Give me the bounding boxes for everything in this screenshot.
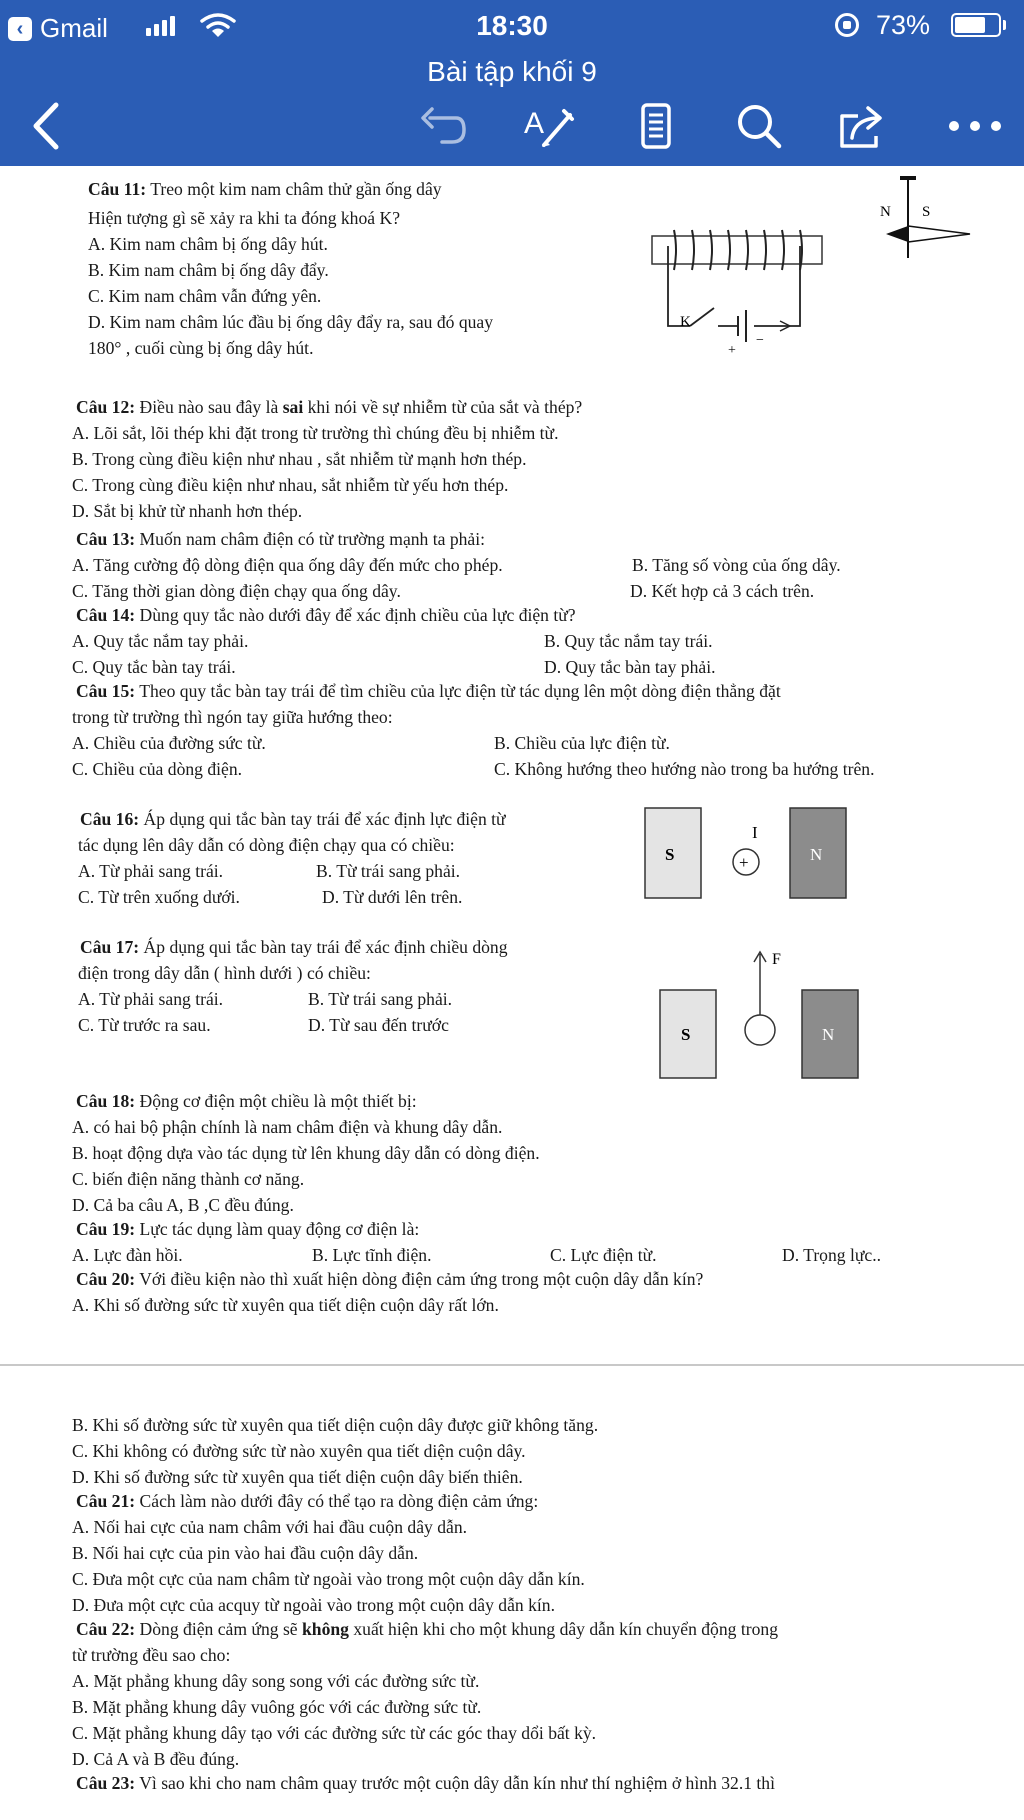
chevron-left-icon: ‹ [8, 17, 32, 41]
edit-icon [522, 101, 574, 151]
document-title: Bài tập khối 9 [427, 56, 597, 87]
question-label: Câu 14: [76, 605, 136, 625]
search-icon [735, 102, 783, 150]
force-direction-figure [656, 940, 866, 1080]
status-time: 18:30 [476, 10, 548, 41]
answer-a: A. Chiều của đường sức từ. [72, 733, 266, 753]
question-text: Cách làm nào dưới đây có thể tạo ra dòng điện cảm ứng: [135, 1491, 539, 1511]
question-17 [80, 934, 508, 960]
answer-d: D. Khi số đường sức từ xuyên qua tiết diện cuộn dây biến thiên. [72, 1467, 523, 1487]
answer-b: B. Trong cùng điều kiện như nhau , sắt nhiễm từ mạnh hơn thép. [72, 449, 527, 469]
question-14 [76, 602, 576, 628]
answer-d: D. Trọng lực.. [782, 1245, 881, 1265]
question-13 [76, 526, 485, 552]
question-text: khi nói về sự nhiễm từ của sắt và thép? [303, 397, 583, 417]
answer-d: D. Sắt bị khử từ nhanh hơn thép. [72, 501, 303, 521]
answer-c: C. Lực điện từ. [550, 1245, 657, 1265]
switch-label: K [680, 314, 691, 330]
answer-a: A. Lõi sắt, lõi thép khi đặt trong từ trường thì chúng đều bị nhiễm từ. [72, 423, 559, 443]
answer-a: A. Khi số đường sức từ xuyên qua tiết diện cuộn dây rất lớn. [72, 1295, 499, 1315]
more-options-button[interactable] [940, 96, 1010, 156]
question-text: Dùng quy tắc nào dưới đây để xác định chiều của lực điện từ? [135, 605, 576, 625]
page-break [0, 1364, 1024, 1366]
answer-a: A. Tăng cường độ dòng điện qua ống dây đến mức cho phép. [72, 555, 503, 575]
edit-button[interactable] [518, 96, 578, 156]
question-text-continued: điện trong dây dẫn ( hình dưới ) có chiều: [78, 963, 371, 983]
question-text: Lực tác dụng làm quay động cơ điện là: [135, 1219, 420, 1239]
svg-text:A: A [524, 107, 545, 140]
question-18 [76, 1088, 417, 1114]
magnet-n-label: N [810, 845, 823, 864]
share-button[interactable] [832, 96, 892, 156]
question-16 [80, 806, 506, 832]
question-label: Câu 19: [76, 1219, 136, 1239]
answer-c: C. Khi không có đường sức từ nào xuyên qua tiết diện cuộn dây. [72, 1441, 526, 1461]
answer-c: C. Từ trên xuống dưới. [78, 887, 240, 907]
answer-c: C. Kim nam châm vẫn đứng yên. [88, 286, 322, 306]
magnet-s-label: S [665, 845, 675, 864]
question-prompt: Hiện tượng gì sẽ xảy ra khi ta đóng khoá K? [88, 208, 400, 228]
answer-c: C. Từ trước ra sau. [78, 1015, 211, 1035]
answer-b: B. Khi số đường sức từ xuyên qua tiết diện cuộn dây được giữ không tăng. [72, 1415, 599, 1435]
answer-b: B. Kim nam châm bị ống dây đẩy. [88, 260, 329, 280]
app-header [0, 0, 1024, 166]
answer-b: B. hoạt động dựa vào tác dụng từ lên khung dây dẫn có dòng điện. [72, 1143, 540, 1163]
answer-b: B. Lực tĩnh điện. [312, 1245, 432, 1265]
solenoid-circuit-figure [640, 176, 970, 358]
question-text: Áp dụng qui tắc bàn tay trái để xác định lực điện từ [139, 809, 506, 829]
answer-c: C. Đưa một cực của nam châm từ ngoài vào trong một cuộn dây dẫn kín. [72, 1569, 585, 1589]
battery-fill [955, 17, 985, 33]
answer-a: A. Từ phải sang trái. [78, 861, 224, 881]
back-arrow-icon [28, 101, 64, 151]
question-text-continued: từ trường đều sao cho: [72, 1645, 231, 1665]
magnet-s-label: S [681, 1025, 691, 1044]
question-text: Treo một kim nam châm thử gần ống dây [146, 179, 442, 199]
answer-a: A. Nối hai cực của nam châm với hai đầu cuộn dây dẫn. [72, 1517, 468, 1537]
answer-c: C. Tăng thời gian dòng điện chạy qua ống dây. [72, 581, 401, 601]
needle-north [886, 226, 908, 242]
search-button[interactable] [729, 96, 789, 156]
question-label: Câu 23: [76, 1773, 136, 1793]
answer-c: C. Mặt phẳng khung dây tạo với các đường sức từ các góc thay dổi bất kỳ. [72, 1723, 597, 1743]
question-label: Câu 15: [76, 681, 136, 701]
question-label: Câu 18: [76, 1091, 136, 1111]
battery-icon [951, 13, 1001, 37]
question-label: Câu 13: [76, 529, 136, 549]
current-into-page-label: + [739, 853, 749, 872]
battery-percentage: 73% [876, 10, 931, 40]
plus-terminal-label: + [728, 343, 736, 358]
question-label: Câu 12: [76, 397, 136, 417]
rotation-lock-icon [835, 13, 859, 37]
answer-b: B. Từ trái sang phải. [316, 861, 461, 881]
answer-d: D. Cả A và B đều đúng. [72, 1749, 240, 1769]
answer-c: C. Chiều của dòng điện. [72, 759, 243, 779]
question-text: Muốn nam châm điện có từ trường mạnh ta phải: [135, 529, 486, 549]
question-label: Câu 22: [76, 1619, 136, 1639]
reading-view-icon [640, 102, 672, 150]
question-20 [76, 1266, 703, 1292]
question-label: Câu 20: [76, 1269, 136, 1289]
answer-b: B. Chiều của lực điện từ. [494, 733, 670, 753]
question-emphasis: không [302, 1619, 349, 1639]
question-label: Câu 16: [80, 809, 140, 829]
force-arrow [754, 952, 766, 1015]
question-23 [76, 1770, 775, 1796]
answer-d: D. Đưa một cực của acquy từ ngoài vào trong một cuộn dây dẫn kín. [72, 1595, 555, 1615]
answer-a: A. Từ phải sang trái. [78, 989, 224, 1009]
conductor-cross-section [745, 1015, 775, 1045]
status-bar [0, 0, 1024, 52]
answer-d: D. Cả ba câu A, B ,C đều đúng. [72, 1195, 294, 1215]
answer-c: C. Trong cùng điều kiện như nhau, sắt nhiễm từ yếu hơn thép. [72, 475, 509, 495]
question-label: Câu 21: [76, 1491, 136, 1511]
answer-c: C. biến điện năng thành cơ năng. [72, 1169, 305, 1189]
answer-d: D. Từ sau đến trước [308, 1015, 449, 1035]
answer-a: A. Lực đàn hồi. [72, 1245, 183, 1265]
question-text-continued: tác dụng lên dây dẫn có dòng điện chạy qua có chiều: [78, 835, 455, 855]
question-label: Câu 17: [80, 937, 140, 957]
document-toolbar [0, 96, 1024, 162]
question-21 [76, 1488, 538, 1514]
needle-south [908, 226, 970, 242]
share-icon [836, 102, 888, 150]
answer-a: A. Quy tắc nắm tay phải. [72, 631, 249, 651]
document-page-2 [0, 1368, 1024, 1820]
question-12 [76, 394, 582, 420]
question-text: Vì sao khi cho nam châm quay trước một cuộn dây dẫn kín như thí nghiệm ở hình 32.1 thì [135, 1773, 775, 1793]
magnet-current-figure [640, 804, 850, 902]
solenoid-core [652, 236, 822, 264]
answer-d: D. Từ dưới lên trên. [322, 887, 463, 907]
question-15 [76, 678, 781, 704]
question-text: xuất hiện khi cho một khung dây dẫn kín chuyển động trong [348, 1619, 778, 1639]
question-label: Câu 11: [88, 179, 147, 199]
question-text-continued: trong từ trường thì ngón tay giữa hướng theo: [72, 707, 393, 727]
question-22 [76, 1616, 778, 1642]
answer-a: A. Mặt phẳng khung dây song song với các đường sức từ. [72, 1671, 480, 1691]
force-f-label: F [772, 951, 781, 968]
answer-b: B. Tăng số vòng của ống dây. [632, 555, 841, 575]
magnet-n-label: N [822, 1025, 835, 1044]
current-i-label: I [752, 823, 758, 842]
answer-c: C. Quy tắc bàn tay trái. [72, 657, 236, 677]
undo-icon [418, 106, 466, 146]
answer-b: B. Từ trái sang phải. [308, 989, 453, 1009]
answer-d: D. Quy tắc bàn tay phải. [544, 657, 716, 677]
question-text: Áp dụng qui tắc bàn tay trái để xác định chiều dòng [139, 937, 508, 957]
answer-d-continued: 180° , cuối cùng bị ống dây hút. [88, 338, 314, 358]
answer-b: B. Mặt phẳng khung dây vuông góc với các đường sức từ. [72, 1697, 482, 1717]
answer-d: C. Không hướng theo hướng nào trong ba hướng trên. [494, 759, 875, 779]
answer-a: A. Kim nam châm bị ống dây hút. [88, 234, 328, 254]
more-icon [947, 119, 1003, 133]
needle-s-label: S [922, 204, 931, 220]
question-emphasis: sai [282, 397, 304, 417]
question-text: Điều nào sau đây là [135, 397, 283, 417]
answer-a: A. có hai bộ phận chính là nam châm điện và khung dây dẫn. [72, 1117, 503, 1137]
needle-stand [900, 176, 916, 180]
answer-d: D. Kết hợp cả 3 cách trên. [630, 581, 815, 601]
question-text: Động cơ điện một chiều là một thiết bị: [135, 1091, 417, 1111]
reading-view-button[interactable] [626, 96, 686, 156]
question-text: Theo quy tắc bàn tay trái để tìm chiều của lực điện từ tác dụng lên một dòng điện thẳng đặt [135, 681, 781, 701]
answer-d: D. Kim nam châm lúc đầu bị ống dây đẩy ra, sau đó quay [88, 312, 494, 332]
back-arrow-button[interactable] [16, 96, 76, 156]
question-text: Với điều kiện nào thì xuất hiện dòng điện cảm ứng trong một cuộn dây dẫn kín? [135, 1269, 704, 1289]
minus-terminal-label: − [756, 333, 764, 348]
needle-n-label: N [880, 204, 891, 220]
answer-b: B. Quy tắc nắm tay trái. [544, 631, 713, 651]
question-11 [88, 176, 442, 202]
switch-k [690, 308, 714, 326]
battery-tip [1003, 20, 1006, 30]
document-page-1 [0, 166, 1024, 1366]
back-app-label: Gmail [40, 13, 108, 43]
answer-b: B. Nối hai cực của pin vào hai đầu cuộn dây dẫn. [72, 1543, 419, 1563]
undo-button[interactable] [412, 96, 472, 156]
battery-symbol [738, 310, 746, 342]
question-text: Dòng điện cảm ứng sẽ [135, 1619, 303, 1639]
question-19 [76, 1216, 419, 1242]
